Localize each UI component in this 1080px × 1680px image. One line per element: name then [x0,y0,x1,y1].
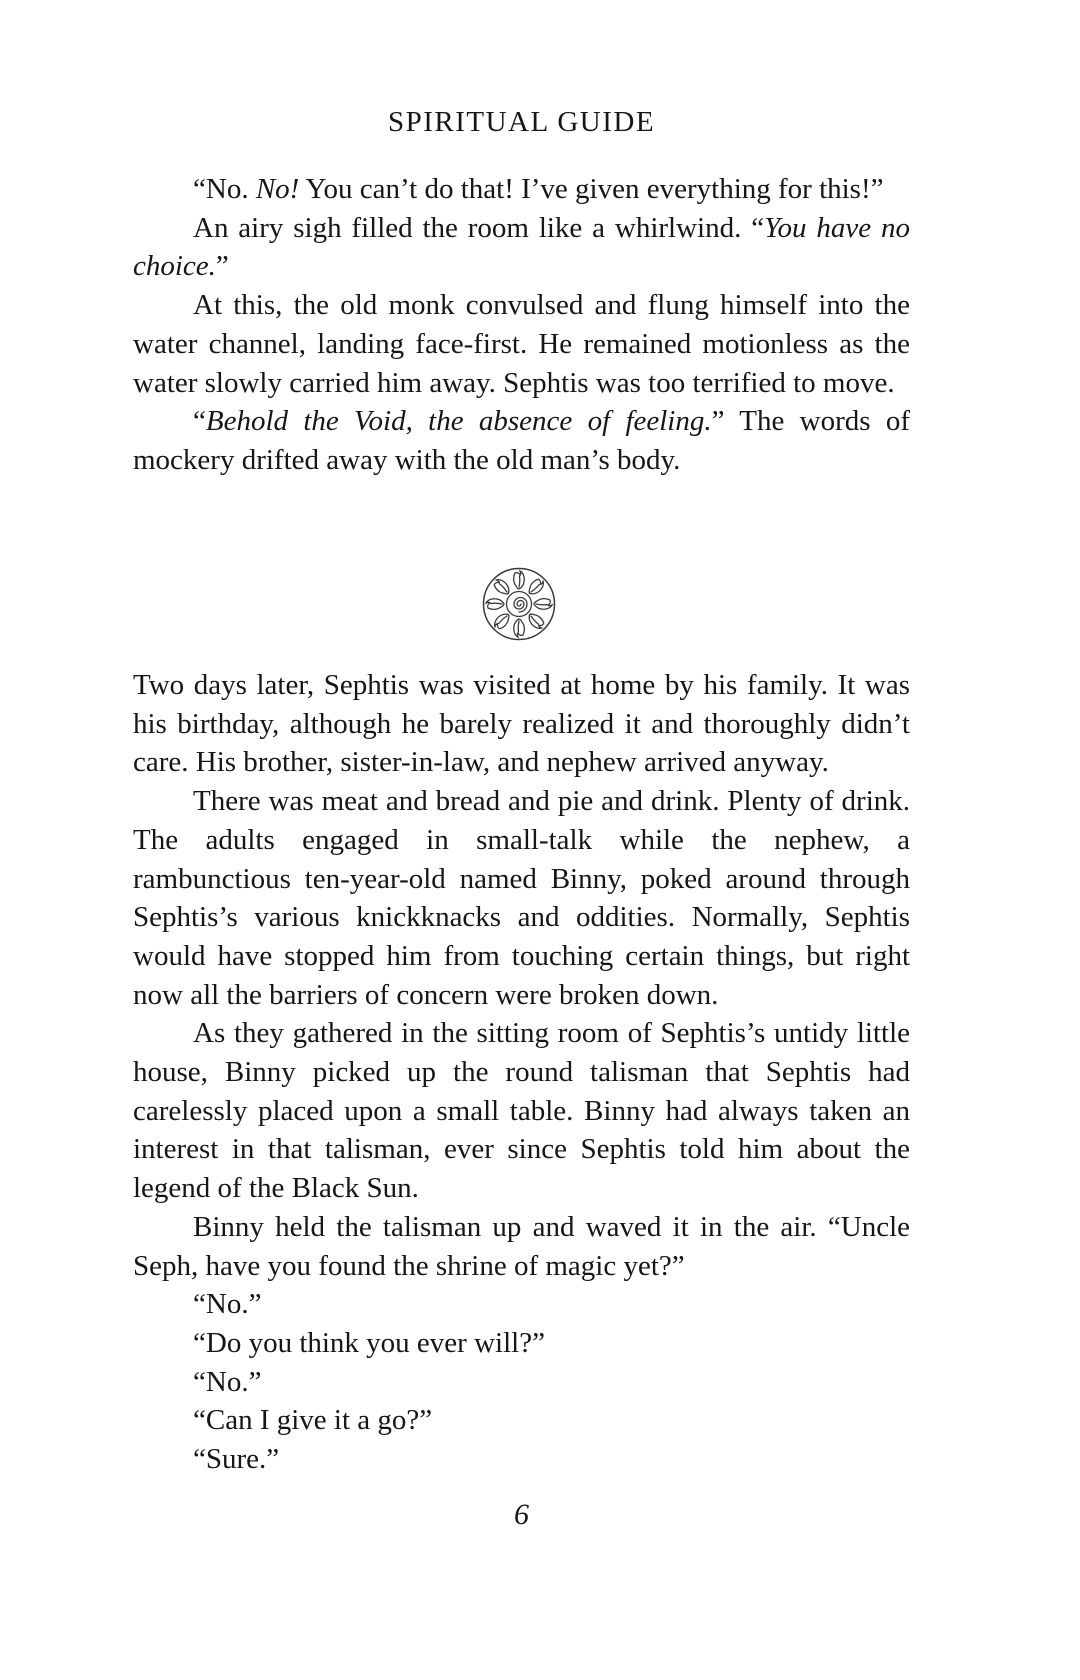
paragraph [133,286,910,402]
text-run: An airy sigh filled the room like a whirlwind. “ [193,211,765,244]
text-run: At this, the old monk convulsed and flung himself into the water channel, landing face-first. He remained motionless as the water slowly carried him away. Sephtis was too terrified to move. [133,289,910,399]
running-head: SPIRITUAL GUIDE [387,106,656,138]
text-run: “Do you think you ever will?” [193,1326,545,1359]
spiral-glyph [514,598,527,613]
text-run: “Can I give it a go?” [193,1404,433,1437]
text-run: Two days later, Sephtis was visited at home by his family. It was his birthday, although he barely realized it and thoroughly didn’t care. His brother, sister-in-law, and nephew arrived anyway. [133,669,910,779]
ornament-inner-circle [507,592,532,617]
paragraph [133,1363,910,1402]
text-run: Binny held the talisman up and waved it in the air. “Uncle Seph, have you found the shrine of magic yet?” [133,1210,910,1282]
text-run: “No.” [193,1288,262,1321]
paragraph [133,1440,910,1479]
section-2-text [133,666,910,1479]
text-run: You can’t do that! I’ve given everything for this!” [299,173,884,205]
text-run: ” The words of mockery drifted away with the old man’s body. [133,405,910,476]
paragraph [133,1285,910,1324]
text-run: There was meat and bread and pie and drink. Plenty of drink. The adults engaged in small-talk while the nephew, a rambunctious ten-year-old named Binny, poked around through Sephtis’s various knickknacks and oddities. Normally, Sephtis would have stopped him from touching certain things, but right now all the barriers of concern were broken down. [133,785,910,1011]
paragraph [133,1401,910,1440]
paragraph [133,1014,910,1208]
italic-text-run: You have no choice. [133,211,910,283]
section-divider-ornament [479,564,559,644]
text-run: “ [193,405,206,438]
ornament-leaves [486,571,552,637]
paragraph [133,666,910,782]
section-1-text [133,170,910,480]
paragraph [133,1208,910,1285]
italic-text-run: No! [255,173,300,205]
text-run: “Sure.” [193,1443,280,1476]
paragraph [133,1324,910,1363]
paragraph [133,170,910,209]
text-run: “No. [193,173,256,205]
text-run: As they gathered in the sitting room of Sephtis’s untidy little house, Binny picked up the round talisman that Sephtis had carelessly placed upon a small table. Binny had always taken an interest in that talisman, ever since Sephtis told him about the legend of the Black Sun. [133,1017,910,1205]
text-run: ” [215,250,229,283]
ornament-outer-circle [484,569,555,640]
spiral-sun-icon [479,564,559,644]
paragraph [133,402,910,479]
page-number: 6 [514,1498,529,1531]
italic-text-run: Behold the Void, the absence of feeling. [205,405,712,438]
paragraph [133,782,910,1014]
text-run: “No.” [193,1365,262,1398]
paragraph [133,209,910,286]
